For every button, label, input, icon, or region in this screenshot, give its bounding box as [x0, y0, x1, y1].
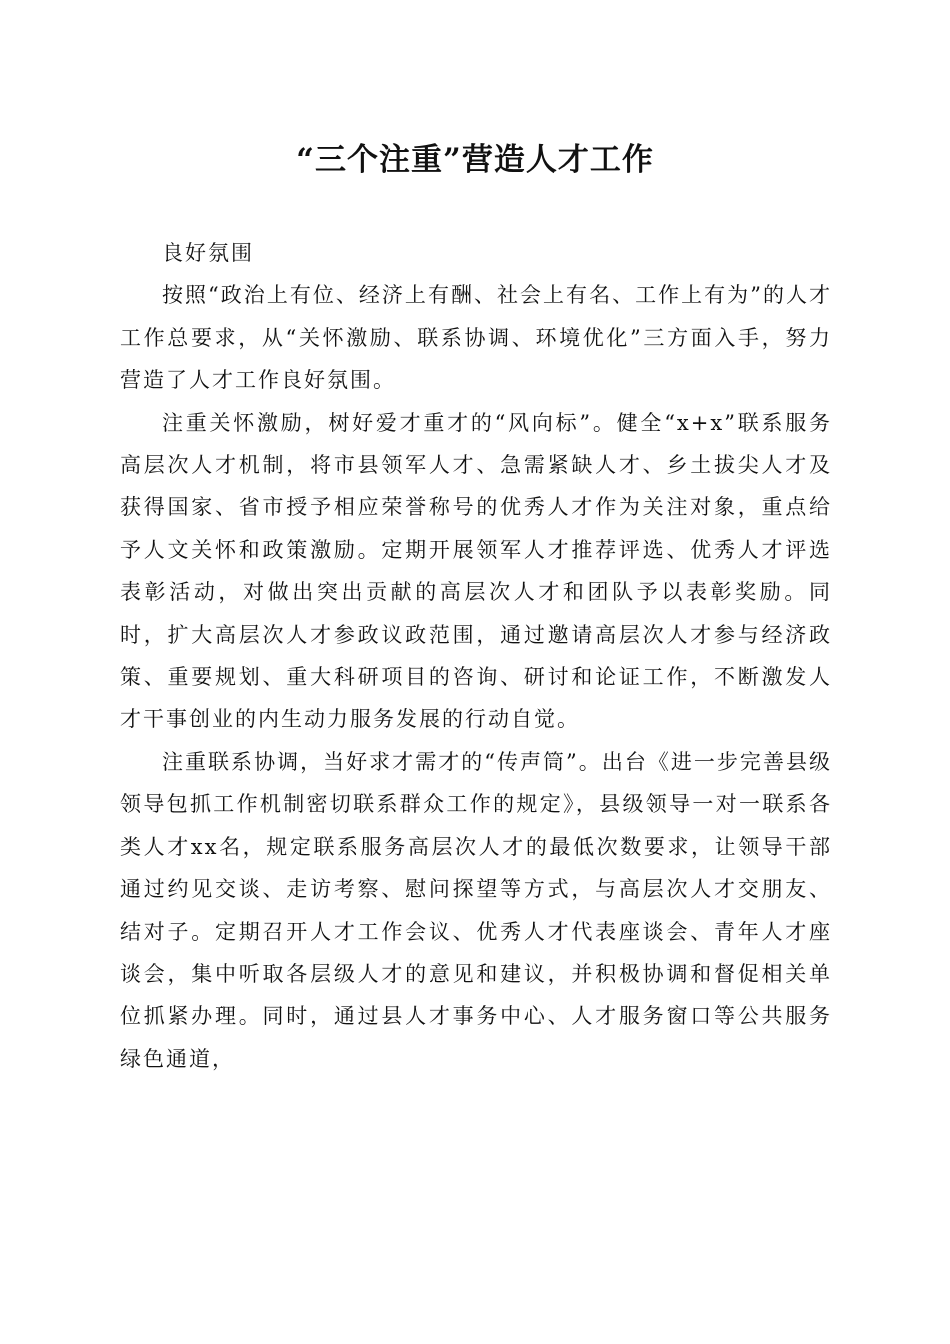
- document-title: “三个注重”营造人才工作: [296, 142, 654, 178]
- paragraph-intro: 按照“政治上有位、经济上有酬、社会上有名、工作上有为”的人才工作总要求，从“关怀激励、联系协调、环境优化”三方面入手，努力营造了人才工作良好氛围。: [120, 283, 832, 393]
- paragraph-liaison-coordination: 注重联系协调，当好求才需才的“传声筒”。出台《进一步完善县级领导包抓工作机制密切联系群众工作的规定》，县级领导一对一联系各类人才xx名，规定联系服务高层次人才的最低次数要求，让领导干部通过约见交谈、走访考察、慰问探望等方式，与高层次人才交朋友、结对子。定期召开人才工作会议、优秀人才代表座谈会、青年人才座谈会，集中听取各层级人才的意见和建议，并积极协调和督促相关单位抓紧办理。同时，通过县人才事务中心、人才服务窗口等公共服务绿色通道，: [120, 749, 832, 1071]
- document-body: [120, 232, 832, 1080]
- paragraph-care-incentive: 注重关怀激励，树好爱才重才的“风向标”。健全“x+x”联系服务高层次人才机制，将市县领军人才、急需紧缺人才、乡土拔尖人才及获得国家、省市授予相应荣誉称号的优秀人才作为关注对象，重点给予人文关怀和政策激励。定期开展领军人才推荐评选、优秀人才评选表彰活动，对做出突出贡献的高层次人才和团队予以表彰奖励。同时，扩大高层次人才参政议政范围，通过邀请高层次人才参与经济政策、重要规划、重大科研项目的咨询、研讨和论证工作，不断激发人才干事创业的内生动力服务发展的行动自觉。: [120, 410, 832, 732]
- paragraph-subtitle: 良好氛围: [162, 241, 254, 265]
